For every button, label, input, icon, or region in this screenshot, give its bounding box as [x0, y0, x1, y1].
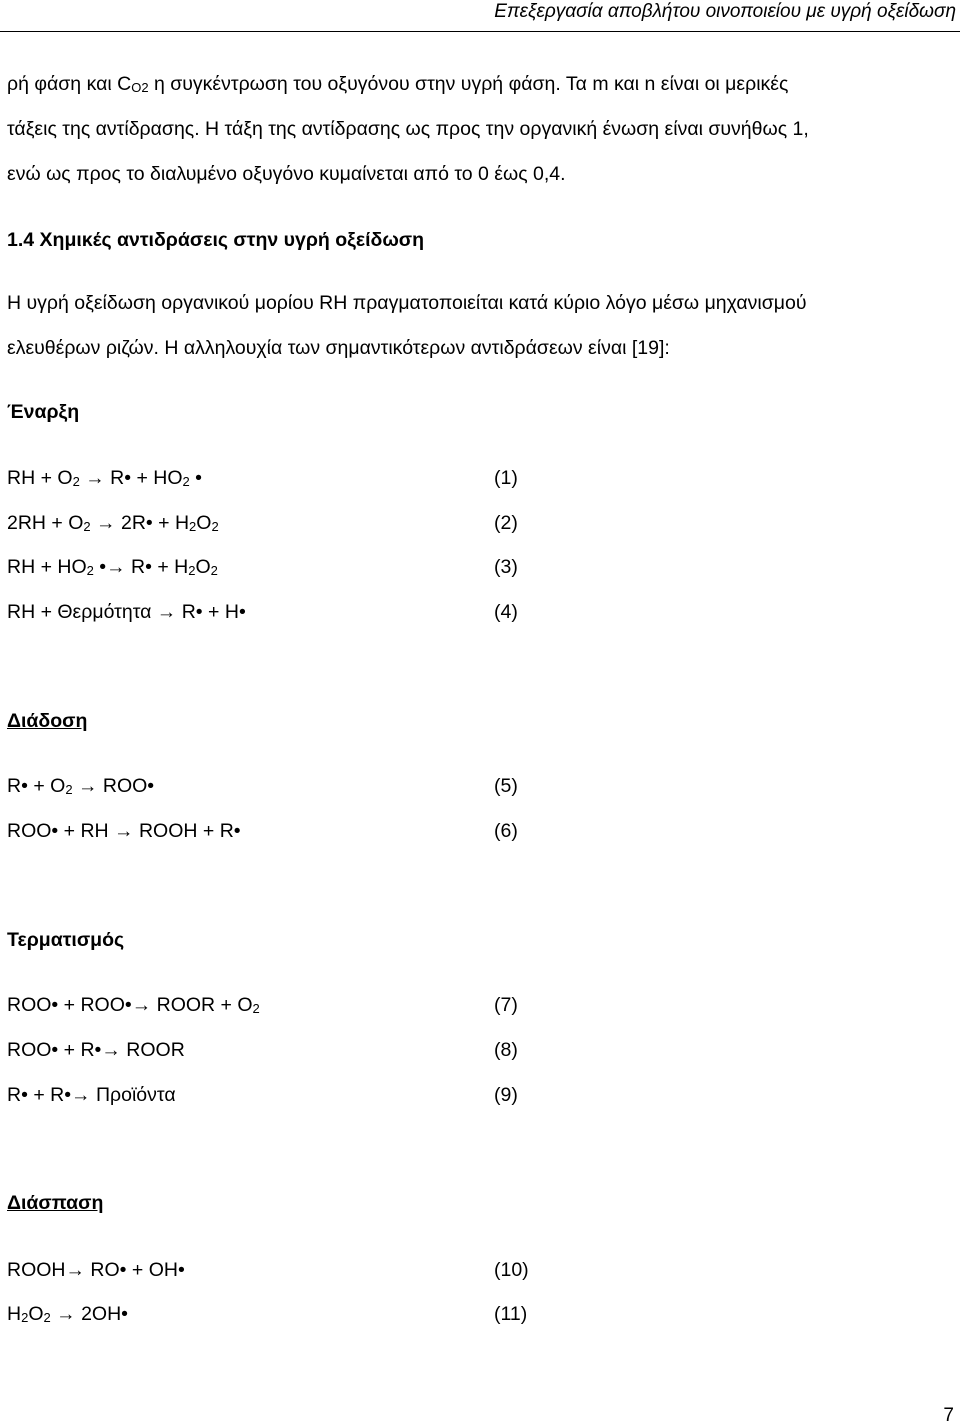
equation-number: (3) — [494, 556, 518, 578]
equation-number: (11) — [494, 1303, 528, 1325]
running-header: Επεξεργασία αποβλήτου οινοποιείου με υγρή οξείδωση — [494, 1, 956, 22]
equation-number: (1) — [494, 467, 518, 489]
equation-number: (6) — [494, 820, 518, 842]
intro-line-2: τάξεις της αντίδρασης. Η τάξη της αντίδρασης ως προς την οργανική ένωση είναι συνήθως 1, — [7, 118, 809, 140]
section-para-line-1: Η υγρή οξείδωση οργανικού μορίου RH πραγματοποιείται κατά κύριο λόγο μέσω μηχανισμού — [7, 292, 807, 314]
equation-3: RH + $HO_2$ •→ R• + $H_2O_2$ (3) — [7, 553, 547, 581]
equation-11: $H_2O_2$ → 2OH• (11) — [7, 1300, 547, 1328]
equation-5: R• + $O_2$ → ROO• (5) — [7, 772, 547, 800]
equation-1: RH + $O_2$ → R• + $HO_2$ • (1) — [7, 464, 547, 492]
equation-number: (10) — [494, 1259, 529, 1281]
equation-number: (4) — [494, 601, 518, 623]
stage-heading-decomposition: Διάσπαση — [7, 1192, 104, 1214]
section-para-line-2: ελευθέρων ριζών. Η αλληλουχία των σημαντικότερων αντιδράσεων είναι [19]: — [7, 337, 670, 359]
equation-8: ROO• + R•→ ROOR (8) — [7, 1036, 547, 1064]
equation-number: (5) — [494, 775, 518, 797]
section-heading: 1.4 Χημικές αντιδράσεις στην υγρή οξείδωση — [7, 229, 425, 251]
equation-number: (7) — [494, 994, 518, 1016]
equation-6: ROO• + RH → ROOH + R• (6) — [7, 817, 547, 845]
stage-heading-initiation: Έναρξη — [7, 401, 80, 423]
page-number: 7 — [943, 1405, 954, 1426]
header-divider — [0, 31, 960, 32]
equation-number: (2) — [494, 512, 518, 534]
intro-line-1: ρή φάση και $C_{O2}$ η συγκέντρωση του οξυγόνου στην υγρή φάση. Τα m και n είναι οι μερικές — [7, 73, 789, 95]
equation-10: ROOH→ RO• + OH• (10) — [7, 1256, 547, 1284]
equation-9: R• + R•→ Προϊόντα (9) — [7, 1081, 547, 1109]
equation-number: (9) — [494, 1084, 518, 1106]
equation-7: ROO• + ROO•→ ROOR + $O_2$ (7) — [7, 991, 547, 1019]
intro-line-3: ενώ ως προς το διαλυμένο οξυγόνο κυμαίνεται από το 0 έως 0,4. — [7, 163, 566, 185]
equation-number: (8) — [494, 1039, 518, 1061]
stage-heading-propagation: Διάδοση — [7, 710, 88, 732]
equation-2: $2RH + O_2$ → 2R• + $H_2O_2$ (2) — [7, 509, 547, 537]
equation-4: RH + Θερμότητα → R• + H• (4) — [7, 598, 547, 626]
stage-heading-termination: Τερματισμός — [7, 929, 125, 951]
